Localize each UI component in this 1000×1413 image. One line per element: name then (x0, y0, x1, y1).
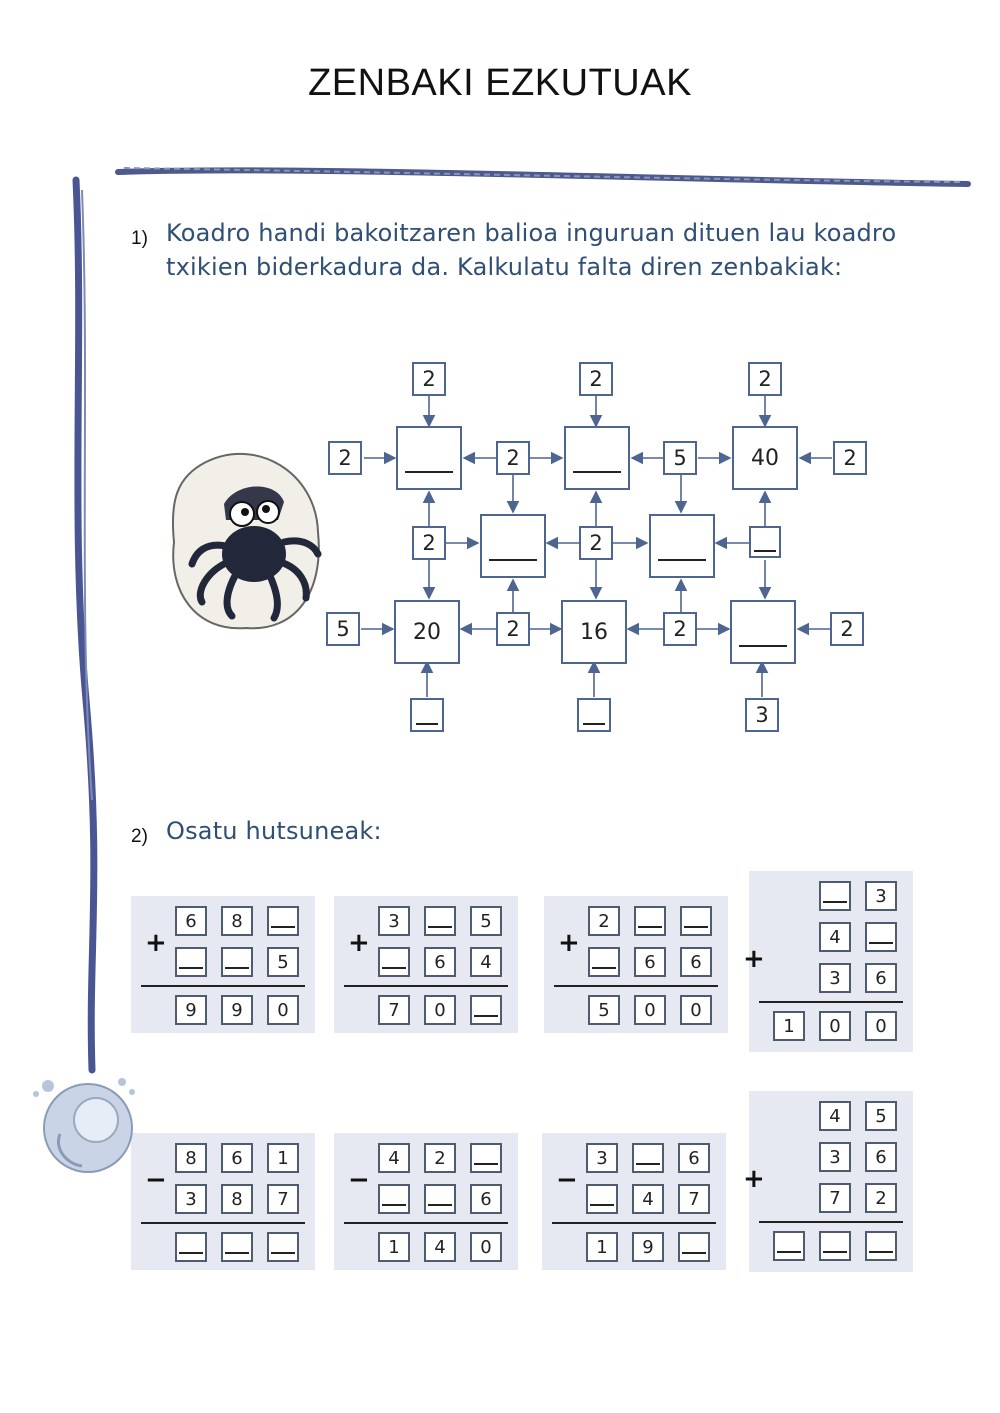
product-box-r2c1[interactable] (480, 514, 546, 578)
digit-cell: 6 (865, 963, 897, 993)
digit-cell: 2 (588, 906, 620, 936)
box-value: 5 (336, 617, 350, 641)
bubble-illustration (26, 1068, 146, 1188)
answer-blank[interactable] (179, 951, 203, 969)
sum-line (554, 985, 718, 987)
blank-result-cell[interactable] (470, 995, 502, 1025)
box-value: 16 (580, 619, 608, 645)
blank-digit-cell[interactable] (221, 947, 253, 977)
minus-sign: − (556, 1165, 578, 1195)
box-value: 2 (840, 617, 854, 641)
question-1-number: 1) (131, 228, 148, 249)
answer-blank[interactable] (592, 951, 616, 969)
answer-blank[interactable] (474, 999, 498, 1017)
answer-blank[interactable] (573, 449, 621, 473)
digit-cell: 7 (267, 1184, 299, 1214)
answer-blank[interactable] (684, 910, 708, 928)
answer-blank[interactable] (428, 910, 452, 928)
digit-cell: 4 (378, 1143, 410, 1173)
sum-line (759, 1001, 903, 1003)
digit-cell: 7 (819, 1183, 851, 1213)
digit-cell: 2 (424, 1143, 456, 1173)
factor-box-m12 (496, 441, 530, 475)
blank-digit-cell[interactable] (588, 947, 620, 977)
result-digit-cell: 5 (588, 995, 620, 1025)
blank-digit-cell[interactable] (632, 1143, 664, 1173)
factor-box-c1 (412, 526, 446, 560)
digit-cell: 6 (634, 947, 666, 977)
factor-box-b3 (745, 698, 779, 732)
box-value: 2 (422, 367, 436, 391)
question-1-line-2: txikien biderkadura da. Kalkulatu falta diren zenbakiak: (166, 253, 843, 281)
question-1-line-1: Koadro handi bakoitzaren balioa inguruan dituen lau koadro (166, 219, 897, 247)
factor-box-t2 (579, 362, 613, 396)
exercise-panel (544, 896, 728, 1033)
factor-box-b1[interactable] (410, 698, 444, 732)
answer-blank[interactable] (658, 537, 706, 561)
factor-box-m31 (496, 612, 530, 646)
answer-blank[interactable] (489, 537, 537, 561)
answer-blank[interactable] (225, 1236, 249, 1254)
digit-cell: 6 (470, 1184, 502, 1214)
result-digit-cell: 9 (221, 995, 253, 1025)
factor-box-l1 (328, 441, 362, 475)
plus-sign: + (558, 928, 580, 958)
product-box-r3c1 (394, 600, 460, 664)
result-digit-cell: 9 (632, 1232, 664, 1262)
digit-cell: 2 (865, 1183, 897, 1213)
product-box-r3c2 (561, 600, 627, 664)
product-box-r1c2[interactable] (564, 426, 630, 490)
digit-cell: 3 (586, 1143, 618, 1173)
blank-result-cell[interactable] (267, 1232, 299, 1262)
result-digit-cell: 4 (424, 1232, 456, 1262)
box-value: 3 (755, 703, 769, 727)
result-digit-cell: 1 (773, 1011, 805, 1041)
blank-digit-cell[interactable] (470, 1143, 502, 1173)
blank-digit-cell[interactable] (680, 906, 712, 936)
blank-result-cell[interactable] (773, 1231, 805, 1261)
exercise-panel (334, 896, 518, 1033)
blank-result-cell[interactable] (678, 1232, 710, 1262)
blank-result-cell[interactable] (865, 1231, 897, 1261)
result-digit-cell: 0 (634, 995, 666, 1025)
answer-blank[interactable] (869, 926, 893, 944)
answer-blank[interactable] (382, 1188, 406, 1206)
minus-sign: − (348, 1165, 370, 1195)
exercise-panel (743, 1091, 913, 1272)
digit-cell: 5 (865, 1101, 897, 1131)
factor-box-b2[interactable] (577, 698, 611, 732)
digit-cell: 8 (175, 1143, 207, 1173)
answer-blank[interactable] (225, 951, 249, 969)
blank-digit-cell[interactable] (586, 1184, 618, 1214)
digit-cell: 1 (267, 1143, 299, 1173)
digit-cell: 3 (819, 963, 851, 993)
box-value: 40 (751, 445, 779, 471)
question-2-number: 2) (131, 826, 148, 847)
digit-cell: 6 (865, 1142, 897, 1172)
digit-cell: 6 (221, 1143, 253, 1173)
digit-cell: 6 (424, 947, 456, 977)
digit-cell: 4 (819, 922, 851, 952)
digit-cell: 6 (680, 947, 712, 977)
sum-line (759, 1221, 903, 1223)
box-value: 5 (673, 446, 687, 470)
box-value: 2 (589, 531, 603, 555)
digit-cell: 5 (267, 947, 299, 977)
answer-blank[interactable] (869, 1235, 893, 1253)
answer-blank[interactable] (405, 449, 453, 473)
digit-cell: 3 (865, 881, 897, 911)
factor-box-l3 (326, 612, 360, 646)
result-digit-cell: 0 (680, 995, 712, 1025)
box-value: 2 (673, 617, 687, 641)
exercise-panel (334, 1133, 518, 1270)
box-value: 2 (338, 446, 352, 470)
box-value: 2 (589, 367, 603, 391)
product-box-r3c3[interactable] (730, 600, 796, 664)
answer-blank[interactable] (416, 709, 438, 725)
box-value: 2 (422, 531, 436, 555)
result-digit-cell: 0 (865, 1011, 897, 1041)
blank-result-cell[interactable] (221, 1232, 253, 1262)
result-digit-cell: 1 (378, 1232, 410, 1262)
factor-box-rr1 (833, 441, 867, 475)
answer-blank[interactable] (382, 951, 406, 969)
factor-box-rr3 (830, 612, 864, 646)
digit-cell: 8 (221, 906, 253, 936)
digit-cell: 3 (819, 1142, 851, 1172)
answer-blank[interactable] (428, 1188, 452, 1206)
factor-box-m32 (663, 612, 697, 646)
product-box-r1c3 (732, 426, 798, 490)
page-title: ZENBAKI EZKUTUAK (308, 62, 692, 104)
box-value: 2 (506, 617, 520, 641)
result-digit-cell: 0 (267, 995, 299, 1025)
digit-cell: 4 (819, 1101, 851, 1131)
blank-result-cell[interactable] (819, 1231, 851, 1261)
box-value: 2 (843, 446, 857, 470)
answer-blank[interactable] (739, 623, 787, 647)
factor-box-t1 (412, 362, 446, 396)
plus-sign: + (145, 928, 167, 958)
box-value: 20 (413, 619, 441, 645)
exercise-panel (131, 1133, 315, 1270)
blank-digit-cell[interactable] (424, 906, 456, 936)
digit-cell: 6 (678, 1143, 710, 1173)
factor-box-c3[interactable] (749, 526, 781, 558)
answer-blank[interactable] (179, 1236, 203, 1254)
result-digit-cell: 0 (819, 1011, 851, 1041)
answer-blank[interactable] (754, 536, 776, 552)
blank-digit-cell[interactable] (378, 1184, 410, 1214)
blank-digit-cell[interactable] (634, 906, 666, 936)
digit-cell: 3 (175, 1184, 207, 1214)
sum-line (141, 985, 305, 987)
answer-blank[interactable] (590, 1188, 614, 1206)
plus-sign: + (743, 1164, 765, 1194)
blank-digit-cell[interactable] (267, 906, 299, 936)
question-2-text: Osatu hutsuneak: (166, 817, 382, 845)
exercise-panel (743, 871, 913, 1052)
answer-blank[interactable] (474, 1147, 498, 1165)
result-digit-cell: 7 (378, 995, 410, 1025)
result-digit-cell: 1 (586, 1232, 618, 1262)
box-value: 2 (758, 367, 772, 391)
answer-blank[interactable] (823, 1235, 847, 1253)
box-value: 2 (506, 446, 520, 470)
sum-line (344, 1222, 508, 1224)
product-box-r1c1[interactable] (396, 426, 462, 490)
factor-box-c2 (579, 526, 613, 560)
digit-cell: 3 (378, 906, 410, 936)
answer-blank[interactable] (636, 1147, 660, 1165)
exercise-panel (542, 1133, 726, 1270)
result-digit-cell: 0 (424, 995, 456, 1025)
product-box-r2c2[interactable] (649, 514, 715, 578)
blank-result-cell[interactable] (175, 1232, 207, 1262)
digit-cell: 8 (221, 1184, 253, 1214)
answer-blank[interactable] (682, 1236, 706, 1254)
sum-line (552, 1222, 716, 1224)
plus-sign: + (348, 928, 370, 958)
digit-cell: 4 (470, 947, 502, 977)
factor-box-t3 (748, 362, 782, 396)
result-digit-cell: 9 (175, 995, 207, 1025)
answer-blank[interactable] (271, 910, 295, 928)
blank-digit-cell[interactable] (424, 1184, 456, 1214)
digit-cell: 4 (632, 1184, 664, 1214)
digit-cell: 5 (470, 906, 502, 936)
sum-line (141, 1222, 305, 1224)
digit-cell: 7 (678, 1184, 710, 1214)
result-digit-cell: 0 (470, 1232, 502, 1262)
blank-digit-cell[interactable] (819, 881, 851, 911)
answer-blank[interactable] (271, 1236, 295, 1254)
blank-digit-cell[interactable] (175, 947, 207, 977)
blank-digit-cell[interactable] (865, 922, 897, 952)
plus-sign: + (743, 944, 765, 974)
exercise-panel (131, 896, 315, 1033)
sum-line (344, 985, 508, 987)
minus-sign: − (145, 1165, 167, 1195)
blank-digit-cell[interactable] (378, 947, 410, 977)
answer-blank[interactable] (823, 885, 847, 903)
factor-box-m23 (663, 441, 697, 475)
answer-blank[interactable] (777, 1235, 801, 1253)
digit-cell: 6 (175, 906, 207, 936)
answer-blank[interactable] (638, 910, 662, 928)
answer-blank[interactable] (583, 709, 605, 725)
